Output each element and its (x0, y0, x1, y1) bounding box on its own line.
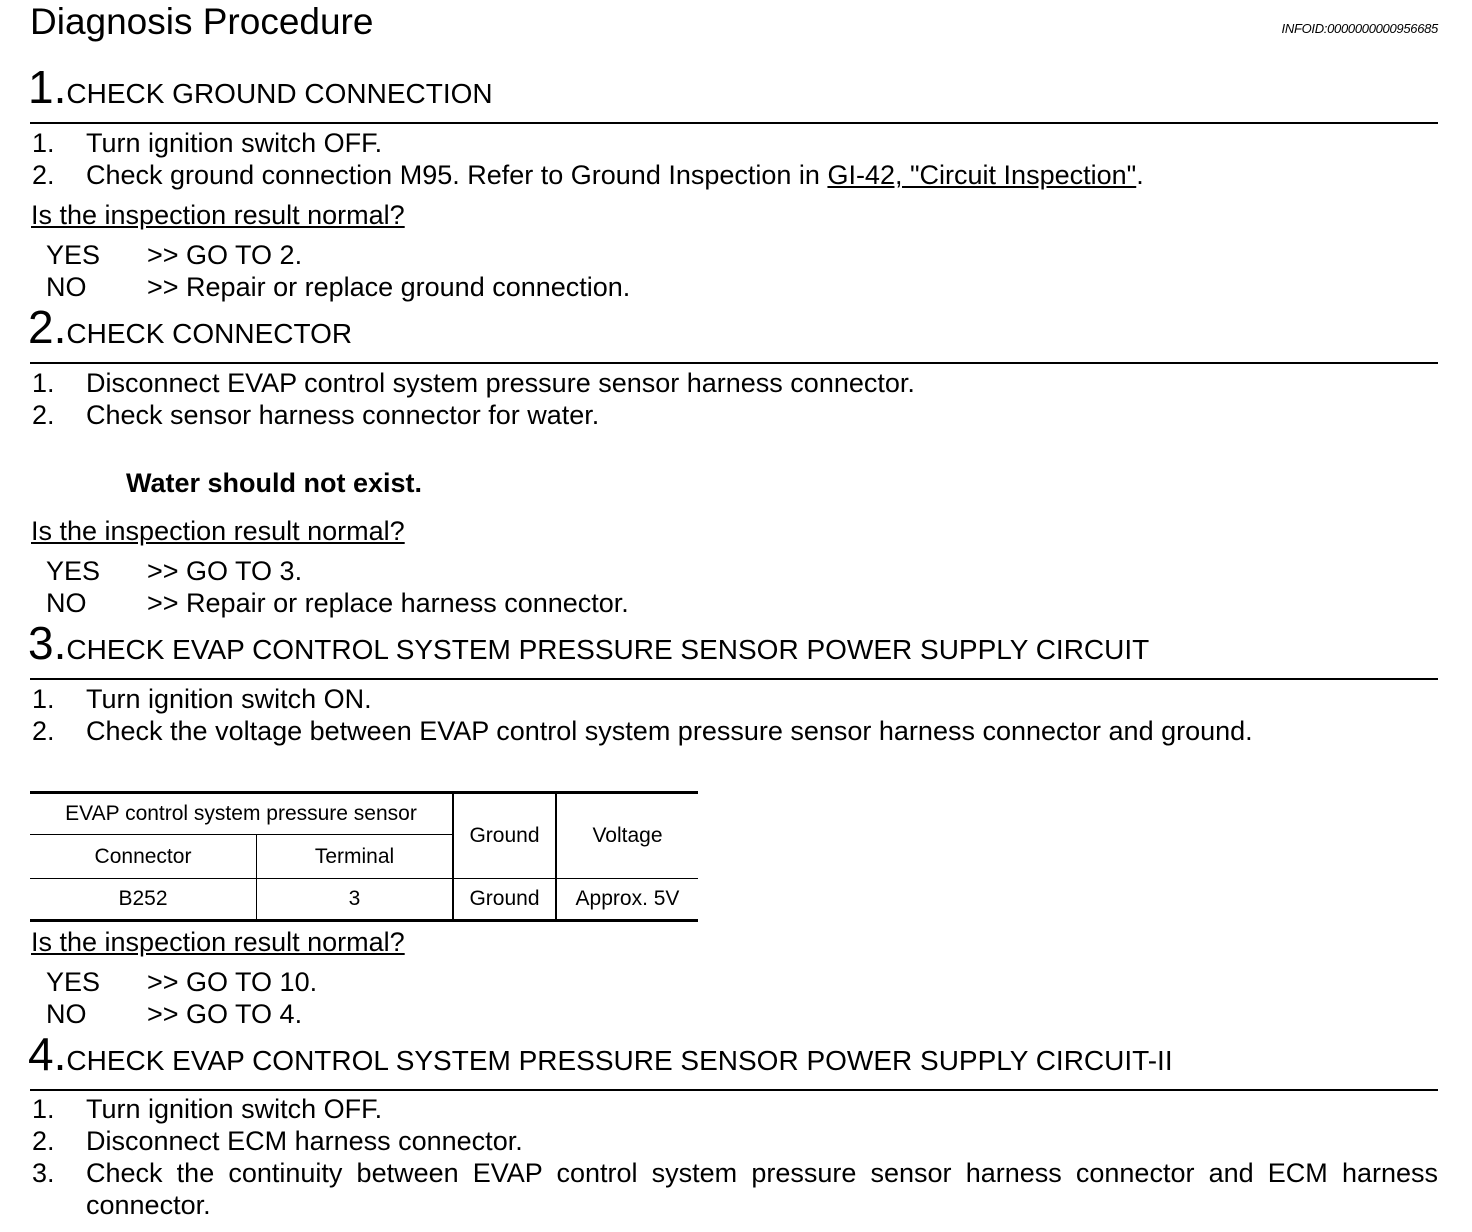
inspection-question: Is the inspection result normal? (31, 927, 405, 957)
step-title: CHECK GROUND CONNECTION (66, 78, 493, 109)
answer-no (46, 271, 630, 303)
step-divider (30, 1089, 1438, 1091)
list-item (32, 159, 1144, 191)
item-text: Check ground connection M95. Refer to Ground Inspection in (86, 160, 828, 190)
item-number: 1. (32, 128, 55, 158)
step-divider (30, 122, 1438, 124)
step-title: CHECK EVAP CONTROL SYSTEM PRESSURE SENSOR POWER SUPPLY CIRCUIT (66, 634, 1150, 665)
table-cell-connector: B252 (30, 879, 257, 921)
item-number: 1. (32, 1094, 55, 1124)
item-number: 2. (32, 160, 55, 190)
item-number: 3. (32, 1158, 55, 1188)
answer-yes (46, 239, 302, 271)
inspection-question: Is the inspection result normal? (31, 200, 405, 230)
step-number: 1. (28, 61, 67, 113)
step-number: 3. (28, 617, 67, 669)
answer-text: >> GO TO 4. (147, 999, 303, 1029)
table-group-header: EVAP control system pressure sensor (30, 793, 453, 835)
answer-no (46, 587, 629, 619)
item-text: Disconnect EVAP control system pressure sensor harness connector. (86, 368, 915, 398)
step-4-heading (28, 1028, 1173, 1080)
table-header-terminal: Terminal (257, 835, 454, 879)
specification-note: Water should not exist. (126, 468, 423, 498)
answer-text: >> GO TO 2. (147, 240, 303, 270)
answer-key: YES (46, 967, 101, 997)
step-title: CHECK EVAP CONTROL SYSTEM PRESSURE SENSOR POWER SUPPLY CIRCUIT-II (66, 1045, 1173, 1076)
page-title: Diagnosis Procedure (30, 1, 374, 42)
answer-text: >> Repair or replace ground connection. (147, 272, 631, 302)
list-item (32, 1125, 523, 1157)
answer-key: YES (46, 556, 101, 586)
answer-no (46, 998, 302, 1030)
step-number: 2. (28, 301, 67, 353)
answer-key: NO (46, 999, 87, 1029)
answer-key: NO (46, 588, 87, 618)
voltage-spec-table (30, 791, 698, 922)
table-cell-terminal: 3 (257, 879, 454, 921)
table-header-ground: Ground (453, 793, 556, 879)
item-text: Check the voltage between EVAP control system pressure sensor harness connector and ground. (86, 716, 1253, 746)
item-text: Check sensor harness connector for water. (86, 400, 600, 430)
list-item (32, 367, 915, 399)
answer-yes (46, 555, 302, 587)
item-number: 1. (32, 368, 55, 398)
list-item (32, 683, 372, 715)
item-number: 2. (32, 716, 55, 746)
answer-text: >> Repair or replace harness connector. (147, 588, 629, 618)
step-divider (30, 678, 1438, 680)
info-id: INFOID:0000000000956685 (1281, 21, 1438, 36)
step-2-heading (28, 301, 353, 353)
item-text-end: . (1136, 160, 1144, 190)
table-header-voltage: Voltage (556, 793, 698, 879)
table-cell-voltage: Approx. 5V (556, 879, 698, 921)
inspection-question: Is the inspection result normal? (31, 516, 405, 546)
answer-text: >> GO TO 10. (147, 967, 318, 997)
item-text: Check the continuity between EVAP control system pressure sensor harness connector and ECM harness connector. (86, 1158, 1438, 1220)
item-text: Turn ignition switch OFF. (86, 128, 383, 158)
step-number: 4. (28, 1028, 67, 1080)
table-header-connector: Connector (30, 835, 257, 879)
item-text: Disconnect ECM harness connector. (86, 1126, 523, 1156)
table-cell-ground: Ground (453, 879, 556, 921)
answer-yes (46, 966, 317, 998)
list-item (32, 1093, 382, 1125)
item-text: Turn ignition switch ON. (86, 684, 372, 714)
item-number: 1. (32, 684, 55, 714)
answer-key: NO (46, 272, 87, 302)
step-3-heading (28, 617, 1150, 669)
list-item (32, 127, 382, 159)
circuit-inspection-link[interactable]: GI-42, "Circuit Inspection" (827, 160, 1137, 190)
item-number: 2. (32, 400, 55, 430)
item-number: 2. (32, 1126, 55, 1156)
answer-text: >> GO TO 3. (147, 556, 303, 586)
list-item (32, 399, 599, 431)
list-item (32, 715, 1253, 747)
step-divider (30, 362, 1438, 364)
step-1-heading (28, 61, 493, 113)
item-text: Turn ignition switch OFF. (86, 1094, 383, 1124)
step-title: CHECK CONNECTOR (66, 318, 353, 349)
answer-key: YES (46, 240, 101, 270)
